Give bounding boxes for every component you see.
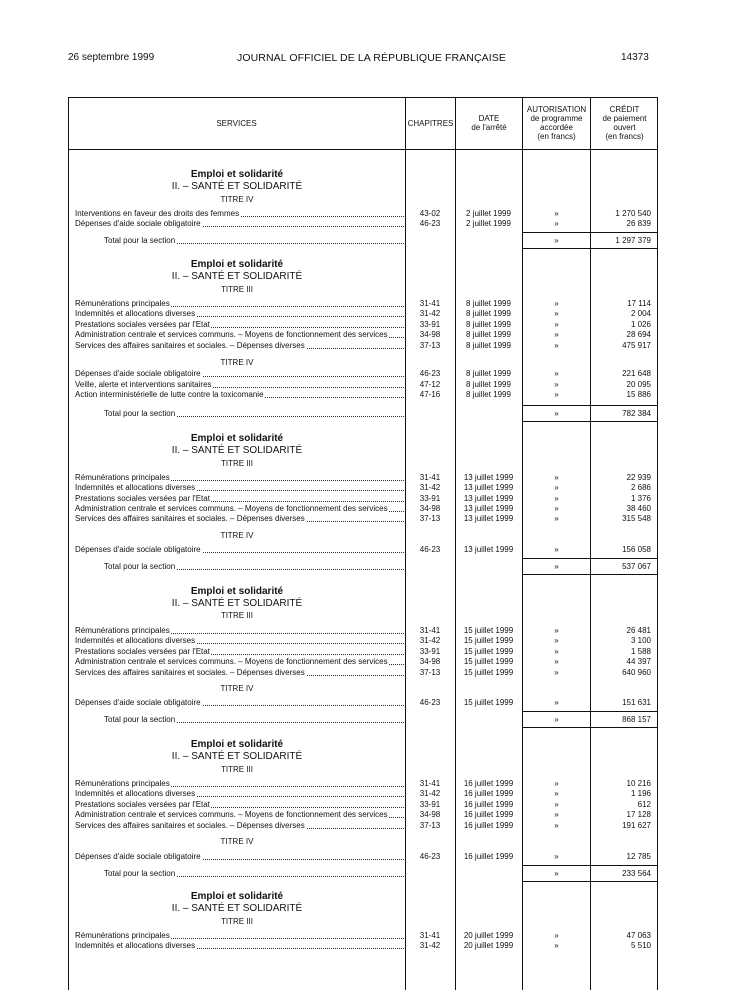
autorisation-cell: »	[554, 657, 559, 666]
division-title: II. – SANTÉ ET SOLIDARITÉ	[171, 445, 303, 456]
service-label: Prestations sociales versées par l'Etat	[75, 800, 210, 809]
date-cell: 13 juillet 1999	[463, 494, 514, 503]
autorisation-cell: »	[554, 852, 559, 861]
date-cell: 8 juillet 1999	[466, 299, 511, 308]
total-credit: 782 384	[622, 409, 651, 418]
autorisation-cell: »	[554, 330, 559, 339]
column-header-date	[456, 114, 522, 132]
autorisation-cell: »	[554, 779, 559, 788]
total-rule	[523, 421, 658, 422]
service-label: Administration centrale et services communs. – Moyens de fonctionnement des services	[75, 657, 388, 666]
date-cell: 13 juillet 1999	[463, 545, 514, 554]
table-row	[0, 309, 731, 319]
table-row	[0, 483, 731, 493]
column-header-autorisation	[523, 105, 590, 141]
table-row	[0, 514, 731, 524]
credit-cell: 15 886	[626, 390, 651, 399]
chapter-cell: 33-91	[419, 800, 441, 809]
date-cell: 8 juillet 1999	[466, 369, 511, 378]
column-header-credit-line: CRÉDIT	[609, 105, 640, 114]
service-label: Indemnités et allocations diverses	[75, 309, 196, 318]
service-cell	[75, 380, 404, 390]
chapter-cell: 31-42	[419, 636, 441, 645]
autorisation-cell: »	[554, 810, 559, 819]
column-header-autorisation-line: de programme	[530, 114, 583, 123]
service-cell	[75, 698, 404, 708]
column-header-date-line: de l'arrêté	[471, 123, 507, 132]
service-label: Indemnités et allocations diverses	[75, 789, 196, 798]
autorisation-cell: »	[554, 545, 559, 554]
date-cell: 8 juillet 1999	[466, 390, 511, 399]
total-rule	[523, 711, 658, 712]
total-row	[0, 562, 731, 572]
total-rule	[523, 232, 658, 233]
total-label: Total pour la section	[104, 715, 176, 724]
total-label: Total pour la section	[104, 562, 176, 571]
autorisation-cell: »	[554, 800, 559, 809]
service-label: Dépenses d'aide sociale obligatoire	[75, 369, 201, 378]
section-heading	[68, 169, 406, 193]
total-rule	[523, 727, 658, 728]
autorisation-cell: »	[554, 789, 559, 798]
credit-cell: 1 376	[630, 494, 651, 503]
chapter-cell: 47-16	[419, 390, 441, 399]
autorisation-cell: »	[554, 299, 559, 308]
service-cell	[75, 647, 404, 657]
chapter-cell: 46-23	[419, 369, 441, 378]
service-cell	[75, 369, 404, 379]
chapter-cell: 34-98	[419, 810, 441, 819]
credit-cell: 1 588	[630, 647, 651, 656]
service-label: Indemnités et allocations diverses	[75, 636, 196, 645]
credit-cell: 44 397	[626, 657, 651, 666]
division-title: II. – SANTÉ ET SOLIDARITÉ	[171, 751, 303, 762]
chapter-cell: 33-91	[419, 494, 441, 503]
autorisation-cell: »	[554, 668, 559, 677]
chapter-cell: 31-41	[419, 473, 441, 482]
credit-cell: 20 095	[626, 380, 651, 389]
ministry-title: Emploi et solidarité	[190, 891, 284, 902]
table-row	[0, 636, 731, 646]
credit-cell: 1 026	[630, 320, 651, 329]
service-cell	[75, 390, 404, 400]
total-rule	[523, 405, 658, 406]
ministry-title: Emploi et solidarité	[190, 739, 284, 750]
service-cell	[75, 494, 404, 504]
table-row	[0, 299, 731, 309]
table-row	[0, 330, 731, 340]
credit-cell: 26 481	[626, 626, 651, 635]
column-header-date-line: DATE	[478, 114, 500, 123]
date-cell: 16 juillet 1999	[463, 789, 514, 798]
service-cell	[75, 473, 404, 483]
service-label: Rémunérations principales	[75, 626, 170, 635]
titre-heading: TITRE III	[221, 285, 253, 294]
titre-heading: TITRE III	[221, 611, 253, 620]
table-row	[0, 657, 731, 667]
chapter-cell: 31-42	[419, 789, 441, 798]
table-row	[0, 668, 731, 678]
autorisation-cell: »	[554, 341, 559, 350]
service-label: Indemnités et allocations diverses	[75, 941, 196, 950]
credit-cell: 10 216	[626, 779, 651, 788]
journal-title: JOURNAL OFFICIEL DE LA RÉPUBLIQUE FRANÇAISE	[237, 52, 506, 64]
service-cell	[75, 852, 404, 862]
chapter-cell: 46-23	[419, 698, 441, 707]
chapter-cell: 31-42	[419, 941, 441, 950]
service-cell	[75, 514, 404, 524]
autorisation-cell: »	[554, 626, 559, 635]
credit-cell: 26 839	[626, 219, 651, 228]
table-row	[0, 800, 731, 810]
autorisation-cell: »	[554, 941, 559, 950]
date-cell: 2 juillet 1999	[466, 209, 511, 218]
service-cell	[75, 789, 404, 799]
column-header-credit-line: de paiement	[602, 114, 647, 123]
total-autorisation: »	[554, 562, 559, 571]
titre-heading: TITRE III	[221, 765, 253, 774]
credit-cell: 151 631	[622, 698, 651, 707]
chapter-cell: 37-13	[419, 668, 441, 677]
date-cell: 8 juillet 1999	[466, 309, 511, 318]
chapter-cell: 37-13	[419, 821, 441, 830]
service-label: Rémunérations principales	[75, 931, 170, 940]
autorisation-cell: »	[554, 473, 559, 482]
total-rule	[523, 865, 658, 866]
column-header-credit-line: (en francs)	[605, 132, 644, 141]
date-cell: 15 juillet 1999	[463, 657, 514, 666]
division-title: II. – SANTÉ ET SOLIDARITÉ	[171, 271, 303, 282]
service-label: Veille, alerte et interventions sanitaires	[75, 380, 212, 389]
titre-heading: TITRE IV	[220, 358, 254, 367]
titre-heading: TITRE III	[221, 917, 253, 926]
service-cell	[75, 668, 404, 678]
table-row	[0, 647, 731, 657]
service-label: Rémunérations principales	[75, 299, 170, 308]
table-row	[0, 341, 731, 351]
credit-cell: 640 960	[622, 668, 651, 677]
credit-cell: 38 460	[626, 504, 651, 513]
autorisation-cell: »	[554, 821, 559, 830]
header-rule	[68, 149, 658, 150]
table-row	[0, 369, 731, 379]
service-label: Interventions en faveur des droits des femmes	[75, 209, 240, 218]
table-row	[0, 931, 731, 941]
chapter-cell: 46-23	[419, 852, 441, 861]
total-autorisation: »	[554, 869, 559, 878]
column-header-credit-line: ouvert	[613, 123, 636, 132]
credit-cell: 5 510	[630, 941, 651, 950]
service-cell	[75, 810, 404, 820]
service-label: Administration centrale et services communs. – Moyens de fonctionnement des services	[75, 504, 388, 513]
chapter-cell: 47-12	[419, 380, 441, 389]
date-cell: 15 juillet 1999	[463, 698, 514, 707]
date-cell: 13 juillet 1999	[463, 514, 514, 523]
service-label: Administration centrale et services communs. – Moyens de fonctionnement des services	[75, 330, 388, 339]
service-label: Dépenses d'aide sociale obligatoire	[75, 219, 201, 228]
credit-cell: 17 128	[626, 810, 651, 819]
autorisation-cell: »	[554, 647, 559, 656]
column-header-services: SERVICES	[216, 119, 257, 128]
chapter-cell: 31-42	[419, 309, 441, 318]
chapter-cell: 34-98	[419, 504, 441, 513]
ministry-title: Emploi et solidarité	[190, 433, 284, 444]
table-row	[0, 473, 731, 483]
chapter-cell: 46-23	[419, 545, 441, 554]
total-autorisation: »	[554, 236, 559, 245]
autorisation-cell: »	[554, 514, 559, 523]
autorisation-cell: »	[554, 380, 559, 389]
table-row	[0, 810, 731, 820]
credit-cell: 1 270 540	[615, 209, 651, 218]
date-cell: 8 juillet 1999	[466, 330, 511, 339]
section-heading	[68, 739, 406, 763]
service-cell	[75, 626, 404, 636]
autorisation-cell: »	[554, 219, 559, 228]
date-cell: 13 juillet 1999	[463, 483, 514, 492]
table-row	[0, 852, 731, 862]
service-label: Indemnités et allocations diverses	[75, 483, 196, 492]
chapter-cell: 34-98	[419, 330, 441, 339]
section-heading	[68, 891, 406, 915]
total-rule	[523, 248, 658, 249]
column-header-autorisation-line: AUTORISATION	[526, 105, 587, 114]
column-header-autorisation-line: accordée	[540, 123, 573, 132]
chapter-cell: 33-91	[419, 320, 441, 329]
table-row	[0, 219, 731, 229]
date-cell: 15 juillet 1999	[463, 626, 514, 635]
autorisation-cell: »	[554, 494, 559, 503]
date-cell: 2 juillet 1999	[466, 219, 511, 228]
service-label: Dépenses d'aide sociale obligatoire	[75, 852, 201, 861]
credit-cell: 3 100	[630, 636, 651, 645]
titre-heading: TITRE III	[221, 459, 253, 468]
autorisation-cell: »	[554, 369, 559, 378]
column-header-autorisation-line: (en francs)	[537, 132, 576, 141]
date-cell: 15 juillet 1999	[463, 636, 514, 645]
service-cell	[75, 941, 404, 951]
division-title: II. – SANTÉ ET SOLIDARITÉ	[171, 598, 303, 609]
total-label-cell	[104, 715, 404, 725]
autorisation-cell: »	[554, 698, 559, 707]
service-cell	[75, 657, 404, 667]
credit-cell: 1 196	[630, 789, 651, 798]
service-cell	[75, 821, 404, 831]
chapter-cell: 33-91	[419, 647, 441, 656]
credit-cell: 2 686	[630, 483, 651, 492]
service-label: Prestations sociales versées par l'Etat	[75, 320, 210, 329]
division-title: II. – SANTÉ ET SOLIDARITÉ	[171, 903, 303, 914]
autorisation-cell: »	[554, 483, 559, 492]
date-cell: 16 juillet 1999	[463, 800, 514, 809]
table-row	[0, 209, 731, 219]
section-heading	[68, 433, 406, 457]
autorisation-cell: »	[554, 931, 559, 940]
page-date: 26 septembre 1999	[68, 52, 155, 63]
section-heading	[68, 259, 406, 283]
chapter-cell: 31-41	[419, 626, 441, 635]
table-row	[0, 504, 731, 514]
chapter-cell: 37-13	[419, 341, 441, 350]
date-cell: 15 juillet 1999	[463, 668, 514, 677]
total-credit: 1 297 379	[615, 236, 651, 245]
titre-heading: TITRE IV	[220, 684, 254, 693]
service-cell	[75, 209, 404, 219]
total-row	[0, 409, 731, 419]
service-cell	[75, 299, 404, 309]
service-label: Prestations sociales versées par l'Etat	[75, 647, 210, 656]
service-cell	[75, 330, 404, 340]
table-row	[0, 320, 731, 330]
credit-cell: 191 627	[622, 821, 651, 830]
table-row	[0, 545, 731, 555]
service-cell	[75, 219, 404, 229]
service-cell	[75, 545, 404, 555]
chapter-cell: 37-13	[419, 514, 441, 523]
credit-cell: 22 939	[626, 473, 651, 482]
page-number: 14373	[621, 52, 649, 63]
date-cell: 20 juillet 1999	[463, 941, 514, 950]
titre-heading: TITRE IV	[220, 195, 254, 204]
total-label-cell	[104, 869, 404, 879]
service-label: Rémunérations principales	[75, 473, 170, 482]
total-label: Total pour la section	[104, 869, 176, 878]
table-row	[0, 698, 731, 708]
total-row	[0, 236, 731, 246]
total-rule	[523, 881, 658, 882]
total-label-cell	[104, 562, 404, 572]
chapter-cell: 31-41	[419, 931, 441, 940]
total-row	[0, 869, 731, 879]
table-row	[0, 941, 731, 951]
titre-heading: TITRE IV	[220, 837, 254, 846]
service-cell	[75, 341, 404, 351]
total-row	[0, 715, 731, 725]
table-row	[0, 821, 731, 831]
date-cell: 16 juillet 1999	[463, 852, 514, 861]
total-label-cell	[104, 409, 404, 419]
autorisation-cell: »	[554, 309, 559, 318]
credit-cell: 2 004	[630, 309, 651, 318]
table-row	[0, 380, 731, 390]
column-header-credit	[591, 105, 658, 141]
date-cell: 16 juillet 1999	[463, 779, 514, 788]
service-label: Action interministérielle de lutte contre la toxicomanie	[75, 390, 264, 399]
service-cell	[75, 800, 404, 810]
service-label: Services des affaires sanitaires et sociales. – Dépenses diverses	[75, 821, 305, 830]
service-label: Dépenses d'aide sociale obligatoire	[75, 698, 201, 707]
ministry-title: Emploi et solidarité	[190, 586, 284, 597]
service-label: Rémunérations principales	[75, 779, 170, 788]
chapter-cell: 31-42	[419, 483, 441, 492]
credit-cell: 315 548	[622, 514, 651, 523]
service-label: Services des affaires sanitaires et sociales. – Dépenses diverses	[75, 341, 305, 350]
credit-cell: 47 063	[626, 931, 651, 940]
total-rule	[523, 558, 658, 559]
autorisation-cell: »	[554, 636, 559, 645]
division-title: II. – SANTÉ ET SOLIDARITÉ	[171, 181, 303, 192]
service-cell	[75, 931, 404, 941]
total-autorisation: »	[554, 715, 559, 724]
date-cell: 8 juillet 1999	[466, 341, 511, 350]
autorisation-cell: »	[554, 320, 559, 329]
credit-cell: 28 694	[626, 330, 651, 339]
chapter-cell: 46-23	[419, 219, 441, 228]
credit-cell: 221 648	[622, 369, 651, 378]
date-cell: 16 juillet 1999	[463, 821, 514, 830]
total-credit: 868 157	[622, 715, 651, 724]
service-cell	[75, 636, 404, 646]
section-heading	[68, 586, 406, 610]
ministry-title: Emploi et solidarité	[190, 259, 284, 270]
chapter-cell: 31-41	[419, 299, 441, 308]
autorisation-cell: »	[554, 390, 559, 399]
service-label: Services des affaires sanitaires et sociales. – Dépenses diverses	[75, 668, 305, 677]
service-label: Prestations sociales versées par l'Etat	[75, 494, 210, 503]
total-label: Total pour la section	[104, 236, 176, 245]
titre-heading: TITRE IV	[220, 531, 254, 540]
service-cell	[75, 779, 404, 789]
date-cell: 8 juillet 1999	[466, 320, 511, 329]
credit-cell: 12 785	[626, 852, 651, 861]
credit-cell: 156 058	[622, 545, 651, 554]
credit-cell: 475 917	[622, 341, 651, 350]
table-row	[0, 390, 731, 400]
date-cell: 13 juillet 1999	[463, 473, 514, 482]
total-rule	[523, 574, 658, 575]
date-cell: 20 juillet 1999	[463, 931, 514, 940]
service-cell	[75, 320, 404, 330]
total-credit: 233 564	[622, 869, 651, 878]
service-cell	[75, 483, 404, 493]
service-label: Dépenses d'aide sociale obligatoire	[75, 545, 201, 554]
table-row	[0, 789, 731, 799]
autorisation-cell: »	[554, 504, 559, 513]
chapter-cell: 31-41	[419, 779, 441, 788]
date-cell: 15 juillet 1999	[463, 647, 514, 656]
date-cell: 8 juillet 1999	[466, 380, 511, 389]
total-credit: 537 067	[622, 562, 651, 571]
credit-cell: 17 114	[627, 299, 651, 308]
service-cell	[75, 504, 404, 514]
autorisation-cell: »	[554, 209, 559, 218]
chapter-cell: 43-02	[419, 209, 441, 218]
credit-cell: 612	[637, 800, 651, 809]
service-label: Administration centrale et services communs. – Moyens de fonctionnement des services	[75, 810, 388, 819]
total-label-cell	[104, 236, 404, 246]
service-label: Services des affaires sanitaires et sociales. – Dépenses diverses	[75, 514, 305, 523]
date-cell: 13 juillet 1999	[463, 504, 514, 513]
service-cell	[75, 309, 404, 319]
total-label: Total pour la section	[104, 409, 176, 418]
date-cell: 16 juillet 1999	[463, 810, 514, 819]
table-row	[0, 779, 731, 789]
chapter-cell: 34-98	[419, 657, 441, 666]
table-row	[0, 494, 731, 504]
column-header-chapitres: CHAPITRES	[407, 119, 454, 128]
ministry-title: Emploi et solidarité	[190, 169, 284, 180]
table-row	[0, 626, 731, 636]
total-autorisation: »	[554, 409, 559, 418]
